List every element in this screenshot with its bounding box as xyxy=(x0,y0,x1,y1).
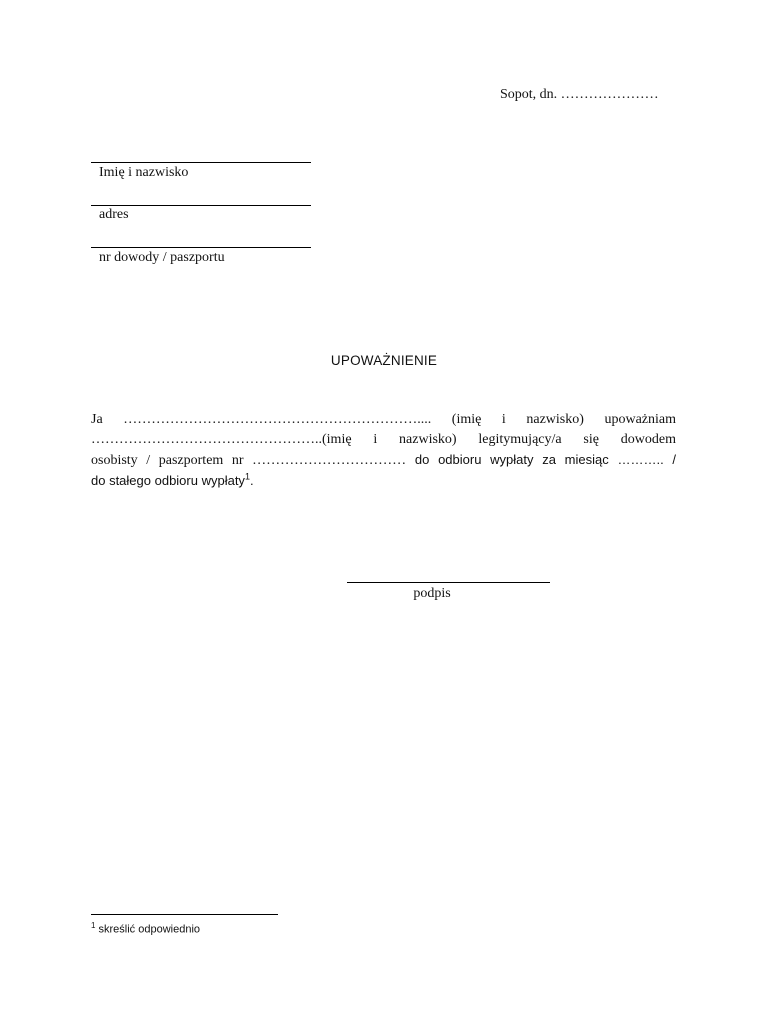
address-field-label: adres xyxy=(99,207,129,222)
id-field-label: nr dowody / paszportu xyxy=(99,250,225,265)
footnote-reference: 1 xyxy=(244,471,250,482)
body-line-2-text: …………………………………………..(imię i nazwisko) legitymujący/a się dowodem xyxy=(91,432,676,447)
address-field-line xyxy=(91,205,311,206)
body-line-1-text: Ja ……………………………………………………….... (imię i nazwisko) upoważniam xyxy=(91,412,676,427)
body-line-2 xyxy=(91,430,676,450)
name-field-label: Imię i nazwisko xyxy=(99,165,189,180)
document-title: UPOWAŻNIENIE xyxy=(330,353,438,368)
body-line-1 xyxy=(91,410,676,430)
footnote-text: skreślić odpowiednio xyxy=(95,923,201,936)
id-field-line xyxy=(91,247,311,248)
signature-label: podpis xyxy=(413,586,451,601)
footnote xyxy=(91,921,200,936)
body-line-4-end: . xyxy=(249,473,254,488)
name-field-line xyxy=(91,162,311,163)
authorization-body xyxy=(91,410,676,491)
body-line-4-text: do stałego odbioru wypłaty xyxy=(91,473,245,488)
body-line-3-text-a: osobisty / paszportem nr …………………………… xyxy=(91,453,407,468)
footnote-mark: 1 xyxy=(91,921,96,930)
body-line-3-text-b: do odbioru wypłaty za miesiąc ……….. / xyxy=(406,452,677,467)
place-date: Sopot, dn. ………………… xyxy=(500,87,659,102)
body-line-4 xyxy=(91,471,676,491)
body-line-3 xyxy=(91,450,676,471)
signature-line xyxy=(347,582,550,583)
footnote-separator xyxy=(91,914,278,915)
